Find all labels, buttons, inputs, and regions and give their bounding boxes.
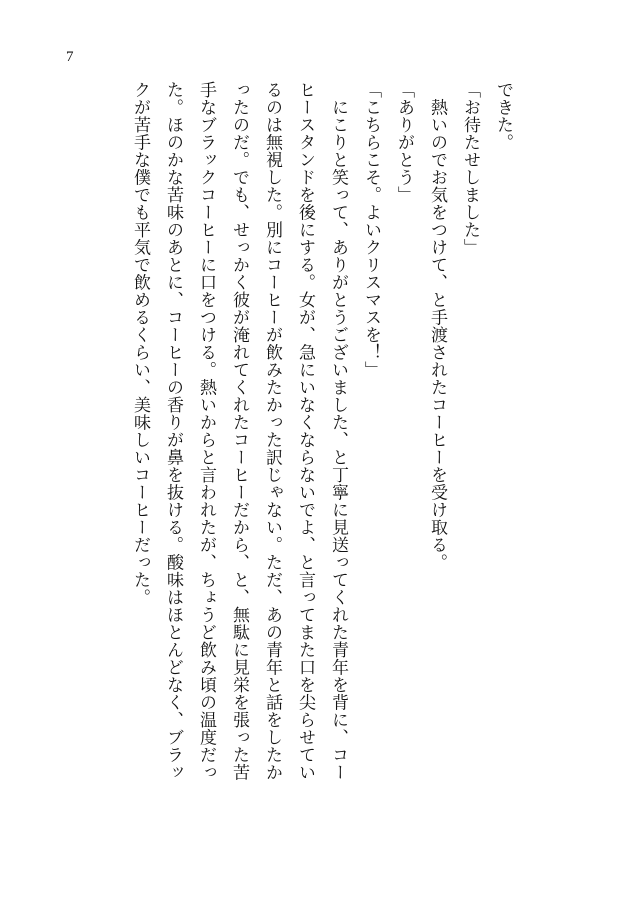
text-line: 熱いのでお気をつけて、と手渡されたコーヒーを受け取る。 [427, 81, 447, 571]
text-line: できた。 [493, 81, 513, 151]
text-line: るのは無視した。別にコーヒーが飲みたかった訳じゃない。ただ、あの青年と話をしたか [262, 81, 282, 781]
text-line: 「ありがとう」 [394, 81, 414, 204]
text-line: た。ほのかな苦味のあとに、コーヒーの香りが鼻を抜ける。酸味はほとんどなく、ブラッ [163, 81, 183, 781]
text-line: ったのだ。でも、せっかく彼が淹れてくれたコーヒーだから、と、無駄に見栄を張った苦 [229, 81, 249, 781]
vertical-text-body [123, 81, 519, 841]
text-line: 「お待たせしました」 [460, 81, 480, 256]
text-line: クが苦手な僕でも平気で飲めるくらい、美味しいコーヒーだった。 [130, 81, 150, 606]
text-line: ヒースタンドを後にする。女が、急にいなくならないでよ、と言ってまた口を尖らせてい [295, 81, 315, 781]
text-line: にこりと笑って、ありがとうございました、と丁寧に見送ってくれた青年を背に、コー [328, 81, 348, 781]
text-line: 手なブラックコーヒーに口をつける。熱いからと言われたが、ちょうど飲み頃の温度だっ [196, 81, 216, 781]
page-number: 7 [66, 49, 74, 65]
text-line: 「こちらこそ。よいクリスマスを！」 [361, 81, 381, 379]
